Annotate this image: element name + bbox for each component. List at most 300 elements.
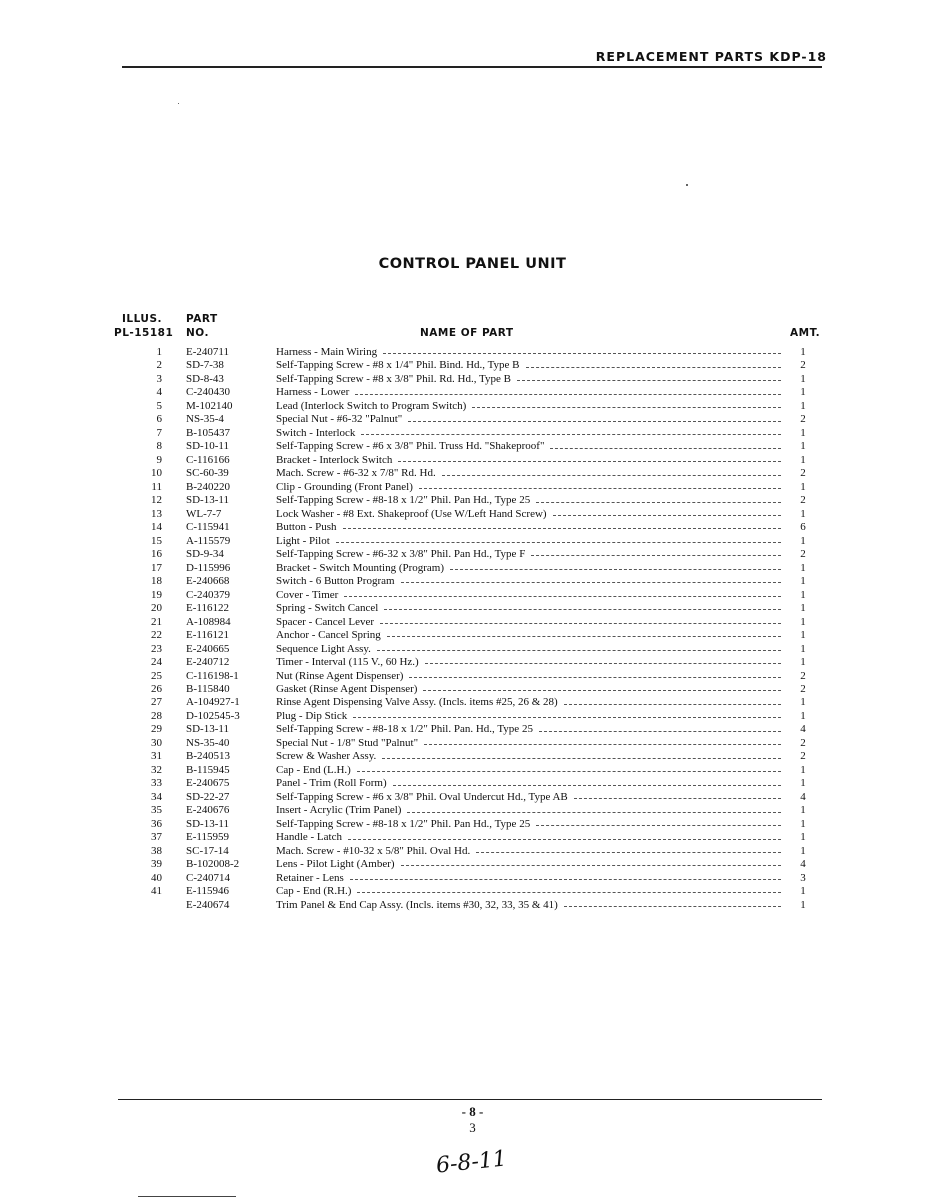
table-row [0, 481, 945, 495]
part-name-cell [276, 723, 781, 737]
leader-dashes [383, 353, 781, 354]
part-name-cell [276, 656, 781, 670]
amount: 4 [800, 858, 806, 871]
table-row [0, 764, 945, 778]
leader-dashes [344, 596, 781, 597]
part-name: Spacer - Cancel Lever [276, 615, 375, 628]
amount: 1 [800, 575, 806, 588]
table-row [0, 589, 945, 603]
amount: 1 [800, 588, 806, 601]
table-row [0, 710, 945, 724]
leader-dashes [531, 555, 781, 556]
table-row [0, 508, 945, 522]
leader-dashes [343, 528, 781, 529]
bottom-rule [138, 1196, 236, 1197]
part-name: Button - Push [276, 521, 337, 534]
part-name: Special Nut - #6-32 "Palnut" [276, 413, 403, 426]
part-number: SD-10-11 [186, 440, 229, 453]
amount: 6 [800, 521, 806, 534]
part-name-cell [276, 670, 781, 684]
table-row [0, 373, 945, 387]
leader-dashes [423, 690, 781, 691]
illus-number: 15 [151, 534, 162, 547]
amount: 2 [800, 683, 806, 695]
part-name: Cap - End (L.H.) [276, 763, 351, 776]
part-number: D-115996 [186, 561, 231, 574]
illus-number: 10 [151, 467, 162, 480]
illus-number: 38 [151, 844, 162, 857]
amount: 1 [800, 763, 806, 776]
amount: 1 [800, 507, 806, 520]
part-name-cell [276, 400, 781, 414]
part-name-cell [276, 737, 781, 751]
leader-dashes [442, 475, 781, 476]
leader-dashes [553, 515, 781, 516]
amount: 1 [800, 885, 806, 898]
part-name-cell [276, 440, 781, 454]
part-name: Self-Tapping Screw - #6 x 3/8" Phil. Oval Undercut Hd., Type AB [276, 790, 568, 803]
part-name-cell [276, 454, 781, 468]
part-name: Cover - Timer [276, 588, 339, 601]
leader-dashes [472, 407, 781, 408]
part-name: Self-Tapping Screw - #6 x 3/8" Phil. Truss Hd. "Shakeproof" [276, 440, 545, 453]
part-name-cell [276, 885, 781, 899]
illus-number: 27 [151, 696, 162, 709]
amount: 1 [800, 346, 806, 358]
amount: 3 [800, 871, 806, 884]
amount: 2 [800, 750, 806, 763]
part-name-cell [276, 589, 781, 603]
part-number: B-240220 [186, 480, 230, 493]
table-row [0, 629, 945, 643]
leader-dashes [564, 704, 781, 705]
illus-number: 41 [151, 885, 162, 898]
leader-dashes [357, 771, 781, 772]
part-number: SD-13-11 [186, 817, 229, 830]
part-name-cell [276, 467, 781, 481]
name-column-header: NAME OF PART [420, 327, 514, 339]
amount: 1 [800, 642, 806, 655]
illus-number: 19 [151, 588, 162, 601]
part-name: Lock Washer - #8 Ext. Shakeproof (Use W/Left Hand Screw) [276, 507, 547, 520]
illus-number: 21 [151, 615, 162, 628]
part-name: Plug - Dip Stick [276, 709, 348, 722]
leader-dashes [536, 825, 781, 826]
illus-number: 25 [151, 669, 162, 682]
part-name-cell [276, 683, 781, 697]
part-name-cell [276, 858, 781, 872]
illus-number: 14 [151, 521, 162, 534]
leader-dashes [382, 758, 781, 759]
part-name-cell [276, 777, 781, 791]
illus-number: 29 [151, 723, 162, 736]
table-row [0, 831, 945, 845]
table-row [0, 494, 945, 508]
leader-dashes [401, 582, 781, 583]
part-name: Light - Pilot [276, 534, 330, 547]
part-name: Mach. Screw - #6-32 x 7/8" Rd. Hd. [276, 467, 436, 480]
amount: 2 [800, 413, 806, 426]
part-name-cell [276, 643, 781, 657]
part-number: WL-7-7 [186, 507, 222, 520]
leader-dashes [526, 367, 781, 368]
handwritten-date: 6-8-11 [434, 1146, 508, 1179]
part-name: Clip - Grounding (Front Panel) [276, 480, 413, 493]
leader-dashes [377, 650, 781, 651]
amount: 1 [800, 656, 806, 669]
part-name-cell [276, 791, 781, 805]
amount: 1 [800, 817, 806, 830]
table-row [0, 346, 945, 360]
illus-number: 20 [151, 602, 162, 615]
amount: 1 [800, 898, 806, 911]
amount: 2 [800, 467, 806, 480]
leader-dashes [407, 812, 781, 813]
part-name-cell [276, 899, 781, 913]
amount: 1 [800, 777, 806, 790]
amt-column-header: AMT. [790, 327, 821, 339]
leader-dashes [419, 488, 781, 489]
part-number: SD-13-11 [186, 723, 229, 736]
leader-dashes [387, 636, 781, 637]
part-number: C-115941 [186, 521, 230, 534]
footer-rule [118, 1099, 822, 1100]
part-name: Harness - Lower [276, 386, 350, 399]
part-name: Harness - Main Wiring [276, 346, 378, 358]
part-number: B-102008-2 [186, 858, 240, 871]
part-number: C-240430 [186, 386, 230, 399]
leader-dashes [550, 448, 781, 449]
part-name-cell [276, 481, 781, 495]
part-name-cell [276, 710, 781, 724]
table-row [0, 670, 945, 684]
leader-dashes [336, 542, 781, 543]
part-name-cell [276, 373, 781, 387]
part-name-cell [276, 535, 781, 549]
part-number: E-240674 [186, 898, 230, 911]
amount: 1 [800, 615, 806, 628]
illus-number: 34 [151, 790, 162, 803]
part-number: A-108984 [186, 615, 231, 628]
illus-number: 37 [151, 831, 162, 844]
part-name-cell [276, 845, 781, 859]
illus-number: 22 [151, 629, 162, 642]
part-name: Switch - Interlock [276, 426, 356, 439]
part-name-cell [276, 521, 781, 535]
part-number: C-240379 [186, 588, 230, 601]
part-name: Panel - Trim (Roll Form) [276, 777, 387, 790]
part-name: Self-Tapping Screw - #8-18 x 1/2" Phil. Pan Hd., Type 25 [276, 817, 531, 830]
leader-dashes [357, 892, 781, 893]
amount: 2 [800, 359, 806, 372]
illus-number: 7 [156, 426, 162, 439]
part-number: B-240513 [186, 750, 230, 763]
table-row [0, 777, 945, 791]
leader-dashes [408, 421, 781, 422]
part-name: Mach. Screw - #10-32 x 5/8" Phil. Oval Hd. [276, 844, 471, 857]
part-number: B-115840 [186, 683, 230, 695]
part-number: M-102140 [186, 399, 233, 412]
illus-number: 39 [151, 858, 162, 871]
illus-number: 13 [151, 507, 162, 520]
part-name: Bracket - Interlock Switch [276, 453, 393, 466]
amount: 4 [800, 723, 806, 736]
illus-number: 40 [151, 871, 162, 884]
table-row [0, 427, 945, 441]
illus-number: 3 [156, 372, 162, 385]
part-name-cell [276, 872, 781, 886]
part-name: Handle - Latch [276, 831, 342, 844]
illus-column-header-line2: PL-15181 [114, 327, 174, 339]
amount: 2 [800, 669, 806, 682]
illus-number: 16 [151, 548, 162, 561]
part-name-cell [276, 359, 781, 373]
amount: 2 [800, 494, 806, 507]
leader-dashes [574, 798, 781, 799]
part-number: C-116198-1 [186, 669, 239, 682]
leader-dashes [348, 839, 781, 840]
table-row [0, 440, 945, 454]
part-name-cell [276, 696, 781, 710]
part-name-cell [276, 616, 781, 630]
table-row [0, 467, 945, 481]
part-name-cell [276, 804, 781, 818]
table-row [0, 548, 945, 562]
table-row [0, 616, 945, 630]
part-name-cell [276, 831, 781, 845]
amount: 1 [800, 372, 806, 385]
part-name-cell [276, 764, 781, 778]
illus-number: 4 [156, 386, 162, 399]
table-row [0, 521, 945, 535]
part-number: NS-35-4 [186, 413, 224, 426]
part-number: E-240712 [186, 656, 230, 669]
illus-number: 12 [151, 494, 162, 507]
illus-number: 26 [151, 683, 162, 695]
leader-dashes [380, 623, 781, 624]
leader-dashes [355, 394, 781, 395]
part-number: SC-17-14 [186, 844, 229, 857]
part-name: Switch - 6 Button Program [276, 575, 395, 588]
part-name-cell [276, 427, 781, 441]
table-row [0, 845, 945, 859]
amount: 1 [800, 602, 806, 615]
amount: 1 [800, 561, 806, 574]
part-number: E-116122 [186, 602, 229, 615]
leader-dashes [361, 434, 781, 435]
table-row [0, 400, 945, 414]
illus-number: 35 [151, 804, 162, 817]
part-name: Bracket - Switch Mounting (Program) [276, 561, 445, 574]
part-name: Nut (Rinse Agent Dispenser) [276, 669, 404, 682]
illus-number: 30 [151, 736, 162, 749]
amount: 2 [800, 736, 806, 749]
part-name-cell [276, 818, 781, 832]
table-row [0, 683, 945, 697]
part-column-header-line2: NO. [186, 327, 209, 339]
header-rule [122, 66, 822, 68]
illus-number: 2 [156, 359, 162, 372]
part-number: A-115579 [186, 534, 231, 547]
part-name: Sequence Light Assy. [276, 642, 371, 655]
page-number: 3 [469, 1120, 476, 1135]
amount: 1 [800, 386, 806, 399]
amount: 1 [800, 480, 806, 493]
part-number: E-115959 [186, 831, 229, 844]
leader-dashes [350, 879, 781, 880]
leader-dashes [517, 380, 781, 381]
part-name-cell [276, 413, 781, 427]
leader-dashes [384, 609, 781, 610]
amount: 1 [800, 709, 806, 722]
part-number: SD-7-38 [186, 359, 224, 372]
amount: 1 [800, 696, 806, 709]
leader-dashes [398, 461, 781, 462]
table-row [0, 575, 945, 589]
part-name: Insert - Acrylic (Trim Panel) [276, 804, 402, 817]
leader-dashes [536, 502, 781, 503]
part-number: E-240675 [186, 777, 230, 790]
illus-number: 11 [151, 480, 162, 493]
part-number: C-116166 [186, 453, 230, 466]
part-name: Cap - End (R.H.) [276, 885, 352, 898]
part-number: B-105437 [186, 426, 230, 439]
illus-column-header-line1: ILLUS. [122, 313, 162, 325]
leader-dashes [564, 906, 781, 907]
amount: 4 [800, 790, 806, 803]
part-name: Trim Panel & End Cap Assy. (Incls. items #30, 32, 33, 35 & 41) [276, 898, 558, 911]
illus-number: 9 [156, 453, 162, 466]
table-row [0, 562, 945, 576]
amount: 1 [800, 844, 806, 857]
table-row [0, 386, 945, 400]
table-row [0, 535, 945, 549]
illus-number: 18 [151, 575, 162, 588]
part-number: SD-8-43 [186, 372, 224, 385]
illus-number: 5 [156, 399, 162, 412]
illus-number: 33 [151, 777, 162, 790]
table-row [0, 818, 945, 832]
part-name: Anchor - Cancel Spring [276, 629, 381, 642]
part-number: E-116121 [186, 629, 229, 642]
part-number: E-240665 [186, 642, 230, 655]
part-number: E-240676 [186, 804, 230, 817]
part-name-cell [276, 548, 781, 562]
part-number: E-115946 [186, 885, 229, 898]
illus-number: 31 [151, 750, 162, 763]
part-number: SC-60-39 [186, 467, 229, 480]
part-name: Special Nut - 1/8" Stud "Palnut" [276, 736, 419, 749]
amount: 1 [800, 426, 806, 439]
part-name: Self-Tapping Screw - #8 x 3/8" Phil. Rd. Hd., Type B [276, 372, 511, 385]
table-row [0, 791, 945, 805]
leader-dashes [393, 785, 781, 786]
part-name-cell [276, 562, 781, 576]
scan-speck [178, 103, 179, 104]
running-header: REPLACEMENT PARTS KDP-18 [595, 49, 827, 64]
table-row [0, 804, 945, 818]
part-name: Gasket (Rinse Agent Dispenser) [276, 683, 418, 695]
part-name: Lead (Interlock Switch to Program Switch) [276, 399, 467, 412]
table-row [0, 656, 945, 670]
amount: 2 [800, 548, 806, 561]
part-name: Self-Tapping Screw - #6-32 x 3/8" Phil. Pan Hd., Type F [276, 548, 526, 561]
part-name-cell [276, 629, 781, 643]
amount: 1 [800, 831, 806, 844]
part-number: SD-9-34 [186, 548, 224, 561]
part-number: NS-35-40 [186, 736, 230, 749]
table-row [0, 750, 945, 764]
part-number: SD-22-27 [186, 790, 230, 803]
leader-dashes [353, 717, 781, 718]
illus-number: 1 [156, 346, 162, 358]
part-name-cell [276, 575, 781, 589]
part-name: Timer - Interval (115 V., 60 Hz.) [276, 656, 419, 669]
illus-number: 28 [151, 709, 162, 722]
part-name-cell [276, 750, 781, 764]
part-name-cell [276, 346, 781, 360]
part-name: Self-Tapping Screw - #8 x 1/4" Phil. Bind. Hd., Type B [276, 359, 520, 372]
part-name: Spring - Switch Cancel [276, 602, 379, 615]
part-number: E-240668 [186, 575, 230, 588]
amount: 1 [800, 399, 806, 412]
part-number: C-240714 [186, 871, 230, 884]
part-number: E-240711 [186, 346, 229, 358]
amount: 1 [800, 534, 806, 547]
illus-number: 32 [151, 763, 162, 776]
part-name: Self-Tapping Screw - #8-18 x 1/2" Phil. Pan Hd., Type 25 [276, 494, 531, 507]
amount: 1 [800, 629, 806, 642]
leader-dashes [425, 663, 781, 664]
table-row [0, 643, 945, 657]
leader-dashes [450, 569, 781, 570]
amount: 1 [800, 804, 806, 817]
page-mark: - 8 - [461, 1104, 484, 1119]
part-name: Lens - Pilot Light (Amber) [276, 858, 395, 871]
table-row [0, 858, 945, 872]
part-number: D-102545-3 [186, 709, 240, 722]
scan-speck [686, 184, 688, 186]
leader-dashes [476, 852, 781, 853]
table-row [0, 696, 945, 710]
part-name: Screw & Washer Assy. [276, 750, 377, 763]
table-row [0, 359, 945, 373]
amount: 1 [800, 453, 806, 466]
part-name: Retainer - Lens [276, 871, 344, 884]
table-row [0, 899, 945, 913]
part-column-header-line1: PART [186, 313, 218, 325]
table-row [0, 737, 945, 751]
table-row [0, 885, 945, 899]
leader-dashes [409, 677, 781, 678]
section-title: CONTROL PANEL UNIT [378, 256, 567, 272]
illus-number: 6 [156, 413, 162, 426]
part-number: A-104927-1 [186, 696, 240, 709]
part-number: SD-13-11 [186, 494, 229, 507]
leader-dashes [424, 744, 781, 745]
part-name: Rinse Agent Dispensing Valve Assy. (Incls. items #25, 26 & 28) [276, 696, 558, 709]
table-row [0, 602, 945, 616]
table-row [0, 413, 945, 427]
part-number: B-115945 [186, 763, 230, 776]
amount: 1 [800, 440, 806, 453]
part-name-cell [276, 494, 781, 508]
illus-number: 17 [151, 561, 162, 574]
table-row [0, 872, 945, 886]
part-name-cell [276, 386, 781, 400]
table-row [0, 454, 945, 468]
illus-number: 24 [151, 656, 162, 669]
